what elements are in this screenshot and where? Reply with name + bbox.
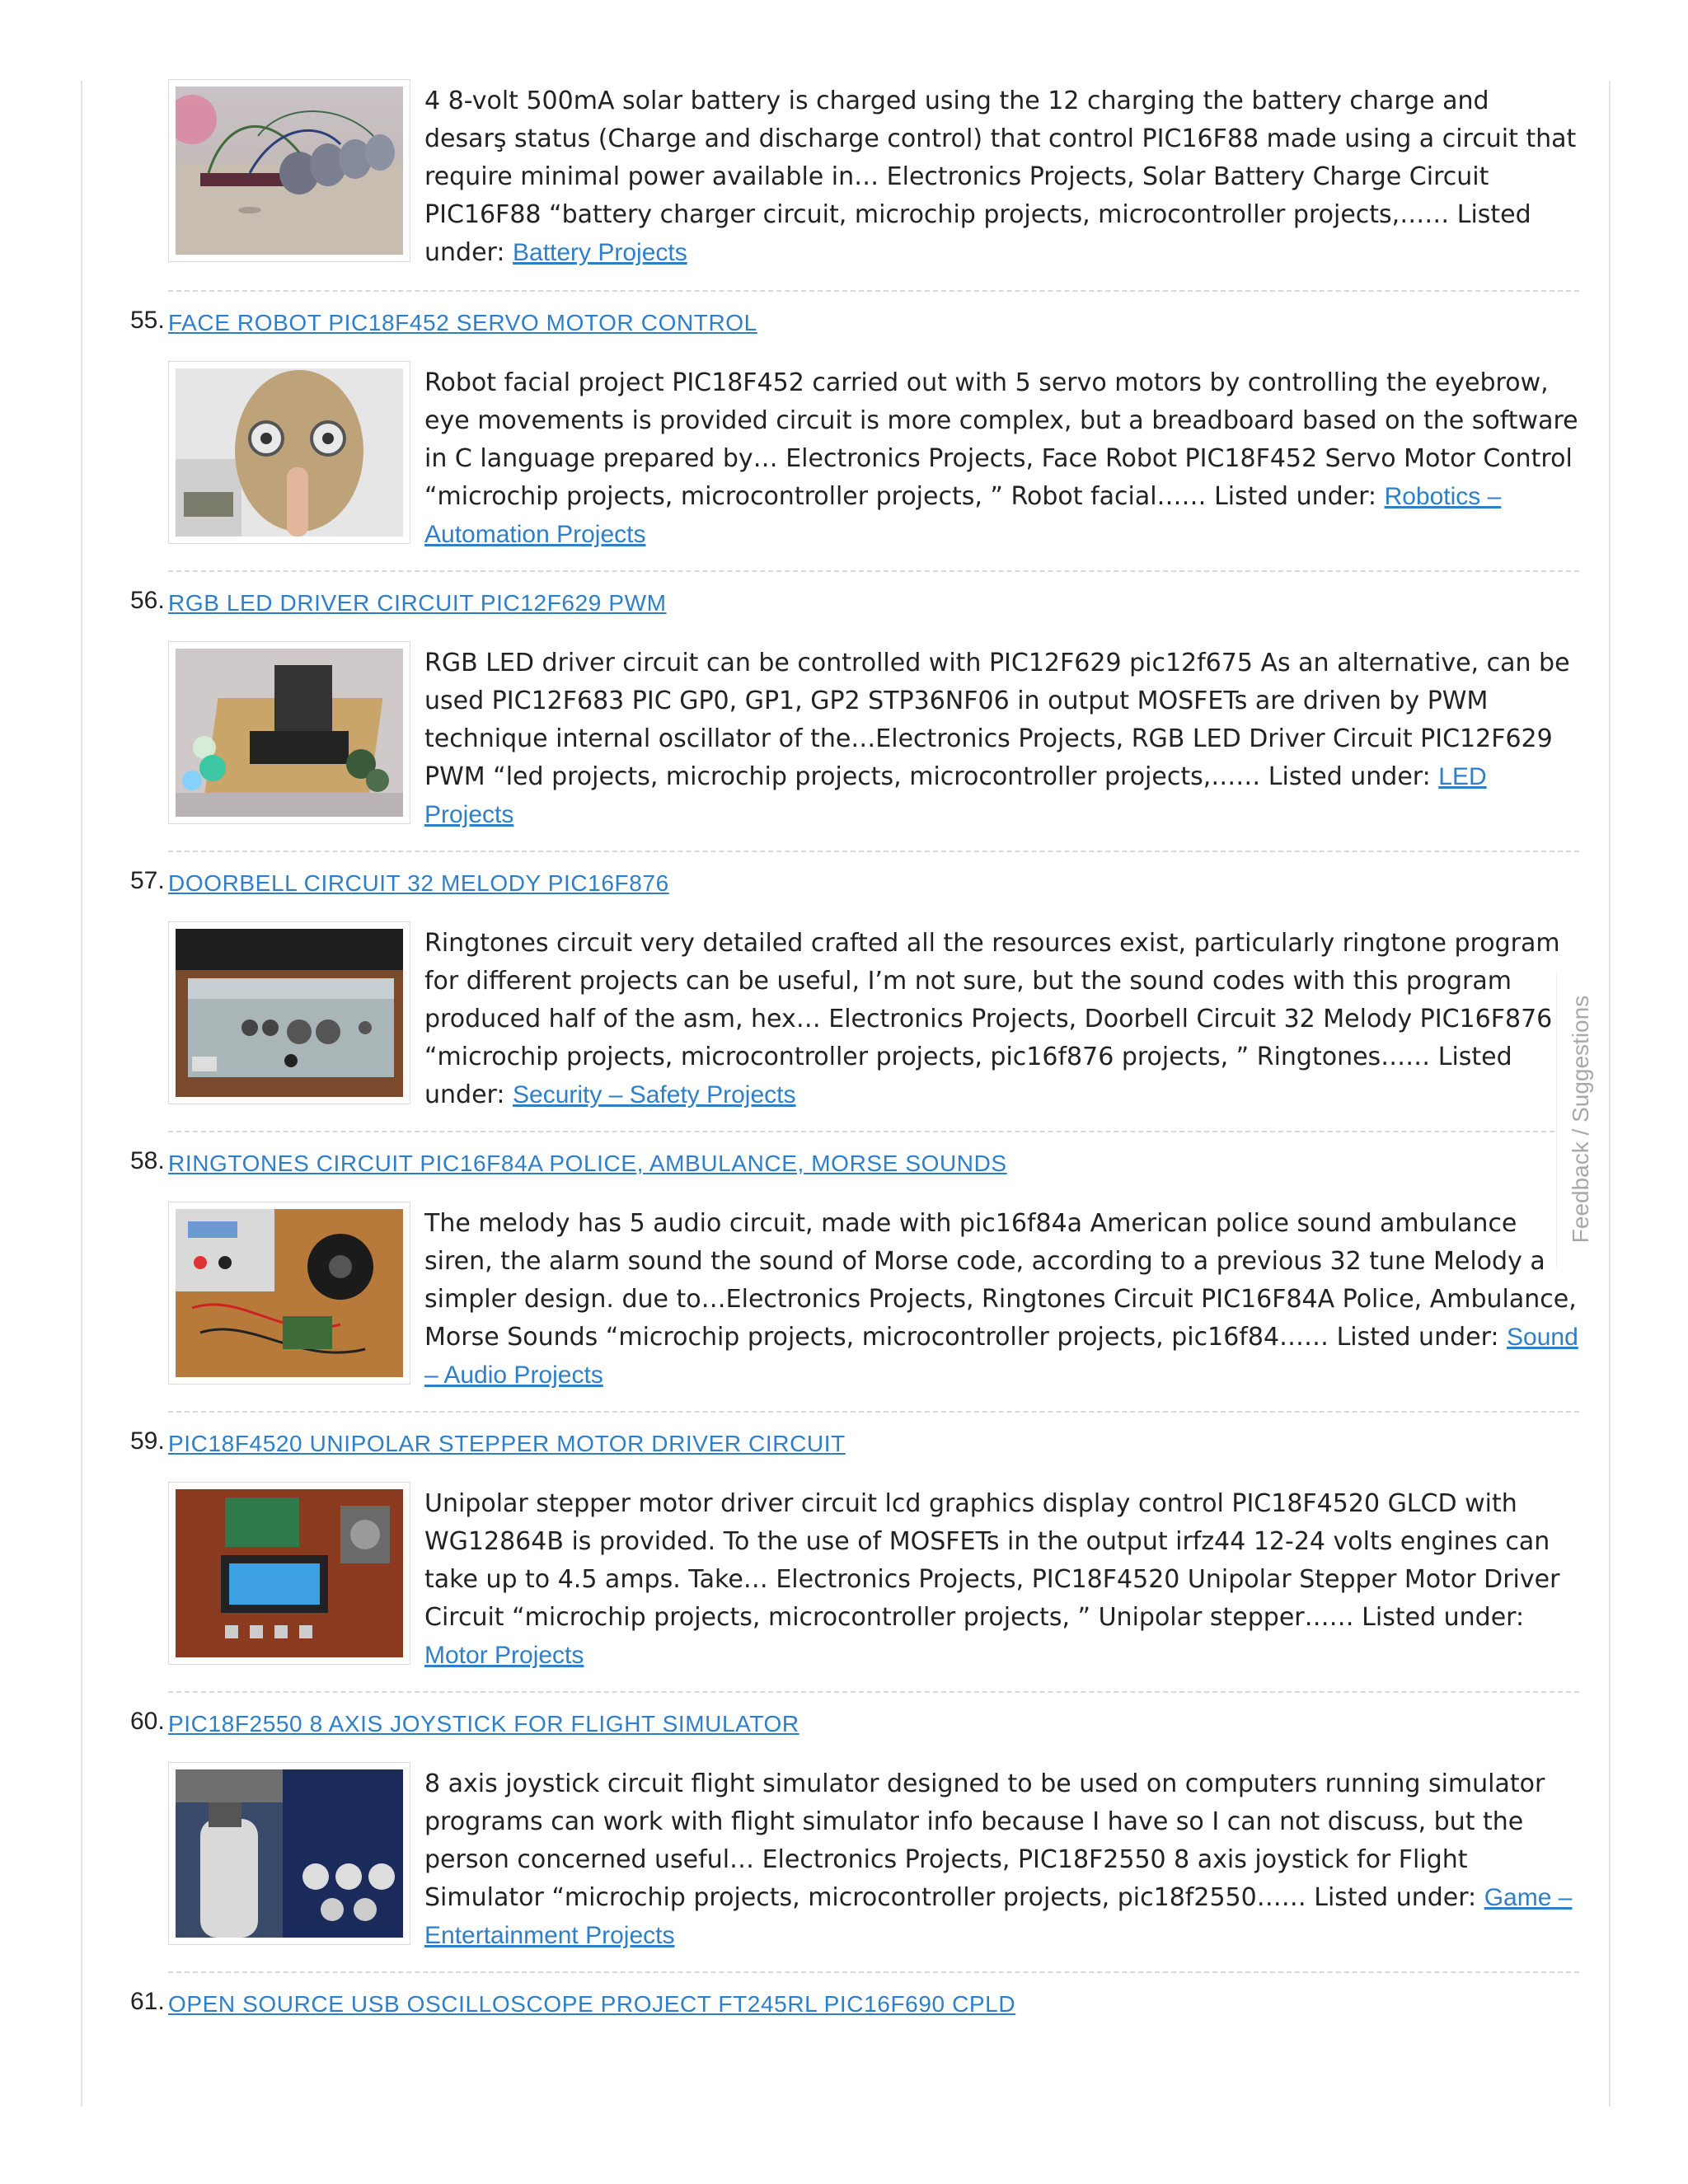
divider bbox=[168, 290, 1579, 292]
project-title-link[interactable]: FACE ROBOT PIC18F452 SERVO MOTOR CONTROL bbox=[168, 310, 757, 335]
category-link[interactable]: Robotics – Automation Projects bbox=[424, 483, 1502, 548]
list-item bbox=[0, 1411, 1688, 1691]
list-item bbox=[0, 851, 1688, 1131]
category-link[interactable]: Motor Projects bbox=[424, 1642, 584, 1669]
doorbell-circuit-photo bbox=[176, 929, 403, 1097]
category-link[interactable]: Security – Safety Projects bbox=[513, 1081, 796, 1108]
ringtones-circuit-photo bbox=[176, 1209, 403, 1377]
item-number: 55. bbox=[130, 307, 165, 334]
feedback-suggestions-tab[interactable] bbox=[1556, 971, 1605, 1268]
solar-battery-photo bbox=[176, 87, 403, 255]
divider bbox=[168, 1411, 1579, 1413]
divider bbox=[168, 851, 1579, 852]
item-number: 57. bbox=[130, 867, 165, 894]
project-thumbnail[interactable] bbox=[168, 79, 410, 262]
project-title-link[interactable]: RGB LED DRIVER CIRCUIT PIC12F629 PWM bbox=[168, 590, 667, 616]
project-title-link[interactable]: PIC18F2550 8 AXIS JOYSTICK FOR FLIGHT SIMULATOR bbox=[168, 1711, 799, 1736]
divider bbox=[168, 1691, 1579, 1693]
item-number: 60. bbox=[130, 1708, 165, 1735]
item-number: 56. bbox=[130, 587, 165, 614]
project-description: 8 axis joystick circuit flight simulator designed to be used on computers running simulator programs can work with flight simulator info because I have so I can not discuss, but the person concerned useful… Electronics Projects, PIC18F2550 8 axis joystick for Flight Simulator “microchip projects, microcontroller projects, pic18f2550…… Listed under: Game – Entertainment Projects bbox=[424, 1769, 1573, 1949]
project-description: RGB LED driver circuit can be controlled with PIC12F629 pic12f675 As an alternative, can be used PIC12F683 PIC GP0, GP1, GP2 STP36NF06 in output MOSFETs are driven by PWM technique internal oscillator of the…Electronics Projects, RGB LED Driver Circuit PIC12F629 PWM “led projects, microchip projects, microcontroller projects,…… Listed under: LED Projects bbox=[424, 649, 1570, 828]
list-item bbox=[0, 570, 1688, 851]
project-description: The melody has 5 audio circuit, made with pic16f84a American police sound ambulance siren, the alarm sound the sound of Morse code, according to a previous 32 tune Melody a simpler design. due to…Electronics Projects, Ringtones Circuit PIC16F84A Police, Ambulance, Morse Sounds “microchip projects, microcontroller projects, pic16f84…… Listed under: Sound – Audio Projects bbox=[424, 1209, 1578, 1389]
project-description: 4 8-volt 500mA solar battery is charged using the 12 charging the battery charge and desarş status (Charge and discharge control) that control PIC16F88 made using a circuit that require minimal power available in… Electronics Projects, Solar Battery Charge Circuit PIC16F88 “battery charger circuit, microchip projects, microcontroller projects,…… Listed under: Battery Projects bbox=[424, 87, 1577, 267]
category-link[interactable]: LED Projects bbox=[424, 763, 1487, 828]
feedback-label: Feedback / Suggestions bbox=[1568, 995, 1593, 1244]
divider bbox=[168, 570, 1579, 572]
category-link[interactable]: Sound – Audio Projects bbox=[424, 1324, 1578, 1389]
project-description: Unipolar stepper motor driver circuit lcd graphics display control PIC18F4520 GLCD with WG12864B is provided. To the use of MOSFETs in the output irfz44 12-24 volts engines can take up to 4.5 amps. Take… Electronics Projects, PIC18F4520 Unipolar Stepper Motor Driver Circuit “microchip projects, microcontroller projects, ” Unipolar stepper…… Listed under: Motor Projects bbox=[424, 1489, 1560, 1669]
project-description: Robot facial project PIC18F452 carried out with 5 servo motors by controlling the eyebrow, eye movements is provided circuit is more complex, but a breadboard based on the software in C language prepared by… Electronics Projects, Face Robot PIC18F452 Servo Motor Control “microchip projects, microcontroller projects, ” Robot facial…… Listed under: Robotics – Automation Projects bbox=[424, 368, 1578, 548]
list-item bbox=[0, 290, 1688, 570]
project-thumbnail[interactable] bbox=[168, 361, 410, 544]
project-title-link[interactable]: DOORBELL CIRCUIT 32 MELODY PIC16F876 bbox=[168, 870, 669, 896]
project-thumbnail[interactable] bbox=[168, 1202, 410, 1385]
item-number: 58. bbox=[130, 1147, 165, 1174]
list-item bbox=[0, 1691, 1688, 1971]
project-thumbnail[interactable] bbox=[168, 641, 410, 824]
project-title-link[interactable]: OPEN SOURCE USB OSCILLOSCOPE PROJECT FT245RL PIC16F690 CPLD bbox=[168, 1991, 1016, 2017]
divider bbox=[168, 1971, 1579, 1973]
project-thumbnail[interactable] bbox=[168, 1482, 410, 1665]
divider bbox=[168, 1131, 1579, 1132]
flight-joystick-photo bbox=[176, 1769, 403, 1938]
project-title-link[interactable]: RINGTONES CIRCUIT PIC16F84A POLICE, AMBULANCE, MORSE SOUNDS bbox=[168, 1151, 1007, 1176]
face-robot-photo bbox=[176, 368, 403, 537]
item-number: 61. bbox=[130, 1988, 165, 2015]
item-number: 59. bbox=[130, 1427, 165, 1455]
category-link[interactable]: Game – Entertainment Projects bbox=[424, 1884, 1573, 1949]
project-description: Ringtones circuit very detailed crafted all the resources exist, particularly ringtone program for different projects can be useful, I’m not sure, but the sound codes with this program produced half of the asm, hex… Electronics Projects, Doorbell Circuit 32 Melody PIC16F876 “microchip projects, microcontroller projects, pic16f876 projects, ” Ringtones…… Listed under: Security – Safety Projects bbox=[424, 929, 1560, 1109]
project-title-link[interactable]: PIC18F4520 UNIPOLAR STEPPER MOTOR DRIVER CIRCUIT bbox=[168, 1431, 846, 1456]
project-thumbnail[interactable] bbox=[168, 1762, 410, 1945]
rgb-led-driver-photo bbox=[176, 649, 403, 817]
project-thumbnail[interactable] bbox=[168, 921, 410, 1104]
stepper-motor-driver-photo bbox=[176, 1489, 403, 1657]
list-item bbox=[0, 0, 1688, 280]
list-item bbox=[0, 1131, 1688, 1411]
list-item bbox=[0, 1971, 1688, 2070]
category-link[interactable]: Battery Projects bbox=[513, 239, 687, 266]
